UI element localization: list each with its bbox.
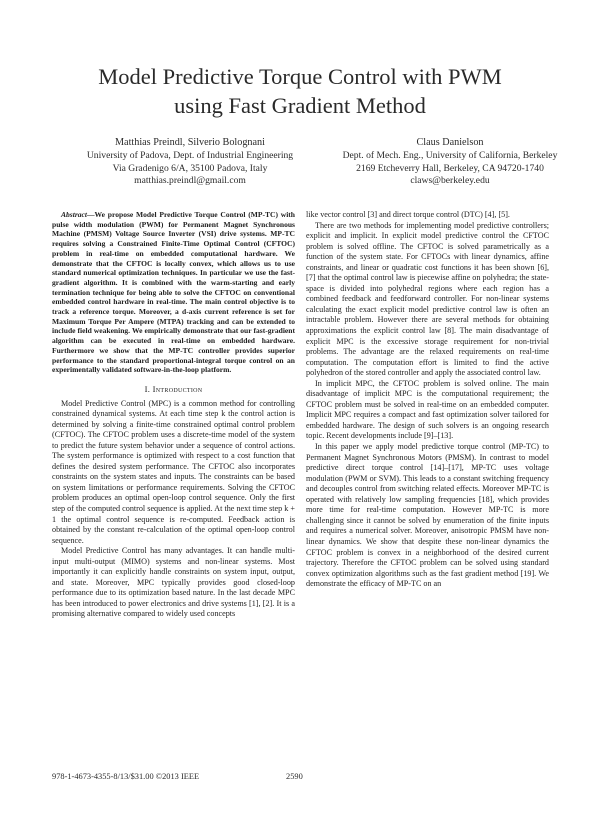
section-title: Introduction — [152, 383, 203, 394]
author-names-left: Matthias Preindl, Silverio Bolognani — [115, 137, 265, 148]
paragraph: There are two methods for implementing model predictive controllers; explicit and implicit. In explicit model predictive control the CFTOC problem is solved offline. The CFTOC is solved parametrically as a function of the system state. For CFTOCs with linear dynamics, affine constraints, and linear or quadratic cost functions it has been shown [6], [7] that the optimal control law is piecewise affine on polyhedra; the state-space is divided into polyhedral regions where each region has a combined feedback and feedforward controller. For non-linear systems calculating the exact explicit model predictive control law is often an intractable problem. However there are several methods for obtaining approximations the explicit control law [8]. The main disadvantage of explicit MPC is the excessive storage requirement for non-trivial problems. The advantage are the relaxed requirements on real-time computation. The computation effort is limited to find the active polyhedron of the stored controller and apply the associated control law. — [306, 220, 549, 378]
affiliation-left-line2: Via Gradenigo 6/A, 35100 Padova, Italy — [112, 162, 268, 174]
paragraph: In implicit MPC, the CFTOC problem is solved online. The main disadvantage of implicit MPC is the computational requirement; the CFTOC problem must be solved in real-time on an embedded computer. Implicit MPC requires a compact and fast optimization solver tailored for embedded hardware. The design of such solvers is an ongoing research topic. Recent developments include [9]–[13]. — [306, 378, 549, 441]
section-heading — [52, 384, 295, 395]
abstract — [52, 210, 295, 375]
paragraph: Model Predictive Control has many advantages. It can handle multi-input multi-output (MIMO) systems and non-linear systems. Most importantly it can explicitly handle constraints on system input, output, and state. Moreover, MPC typically provides good closed-loop performance due to its optimization based nature. In the last decade MPC has been introduced to power electronics and drive systems [1], [2]. It is a promising alternative compared to widely used concepts — [52, 546, 295, 619]
footer-isbn: 978-1-4673-4355-8/13/$31.00 ©2013 IEEE — [52, 772, 200, 781]
paper-title — [40, 62, 560, 120]
author-email-left: matthias.preindl@gmail.com — [134, 175, 246, 187]
abstract-text: —We propose Model Predictive Torque Control (MP-TC) with pulse width modulation (PWM) for Permanent Magnet Synchronous Machine (PMSM) Voltage Source Inverter (VSI) drive systems. MP-TC requires solving a Constrained Finite-Time Optimal Control (CFTOC) problem in real-time on embedded computational hardware. We demonstrate that the CFTOC is locally convex, which allows us to use standard numerical optimization techniques. In particular we use the fast-gradient algorithm. It is combined with the warm-starting and early termination technique for being able to solve the CFTOC on conventional embedded control hardware in real-time. The main control objective is to track a reference torque. Moreover, a d-axis current reference is set for Maximum Torque Per Ampere (MTPA) tracking and can be extended to include field weakening. We empirically demonstrate that our fast-gradient algorithm can be executed in real-time on embedded hardware. Furthermore we show that the MP-TC controller provides superior performance to the standard proportional-integral torque control on an experimentally validated software-in-the-loop platform. — [52, 210, 295, 375]
author-email-right: claws@berkeley.edu — [410, 175, 490, 187]
affiliation-right-line1: Dept. of Mech. Eng., University of California, Berkeley — [342, 150, 558, 161]
section-number: I. — [144, 383, 151, 394]
page-number: 2590 — [286, 772, 303, 781]
author-block-right — [330, 136, 570, 188]
title-line-1: Model Predictive Torque Control with PWM — [98, 64, 502, 89]
abstract-label: Abstract — [61, 210, 87, 219]
title-line-2: using Fast Gradient Method — [174, 93, 426, 118]
left-column — [52, 210, 295, 620]
paragraph-continued: like vector control [3] and direct torque control (DTC) [4], [5]. — [306, 210, 510, 219]
author-names-right: Claus Danielson — [416, 137, 484, 148]
affiliation-right-line2: 2169 Etcheverry Hall, Berkeley, CA 94720-1740 — [356, 162, 544, 174]
affiliation-left-line1: University of Padova, Dept. of Industrial Engineering — [86, 150, 294, 161]
paragraph: In this paper we apply model predictive torque control (MP-TC) to Permanent Magnet Synchronous Motors (PMSM). In contrast to model predictive direct torque control [14]–[17], MP-TC uses voltage modulation (PWM or SVM). This leads to a constant switching frequency and decouples control from switching related effects. Moreover MP-TC is operated with relatively low sampling frequencies [18], which provides more time for real-time computation. However MP-TC is more challenging since it cannot be solved by enumeration of the finite inputs and requires a numerical solver. Moreover, anisotropic PMSM have non-linear dynamics. We show that despite these non-linear dynamics the CFTOC problem is convex in a neighborhood of the desired current trajectory. Therefore the CFTOC problem can be solved using standard convex optimization algorithms such as the fast gradient method [19]. We demonstrate the efficacy of MP-TC on an — [306, 442, 549, 589]
right-column — [306, 210, 549, 590]
paragraph: Model Predictive Control (MPC) is a common method for controlling constrained dynamical systems. At each time step k the control action is determined by solving a finite-time constrained optimal control problem (CFTOC). The CFTOC problem uses a discrete-time model of the system to predict the future system behavior under a sequence of control actions. The system performance is optimized with respect to a cost function that defines the desired system performance. The CFTOC also incorporates constraints on the system states and inputs. The constraints can be based on system limitations or performance requirements. Solving the CFTOC problem produces an optimal open-loop control sequence. Only the first step of the computed control sequence is applied. At the next time step k + 1 the optimal control sequence is re-computed. Feedback action is obtained by the constant re-calculation of the optimal open-loop control sequence. — [52, 398, 295, 545]
author-block-left — [40, 136, 340, 188]
